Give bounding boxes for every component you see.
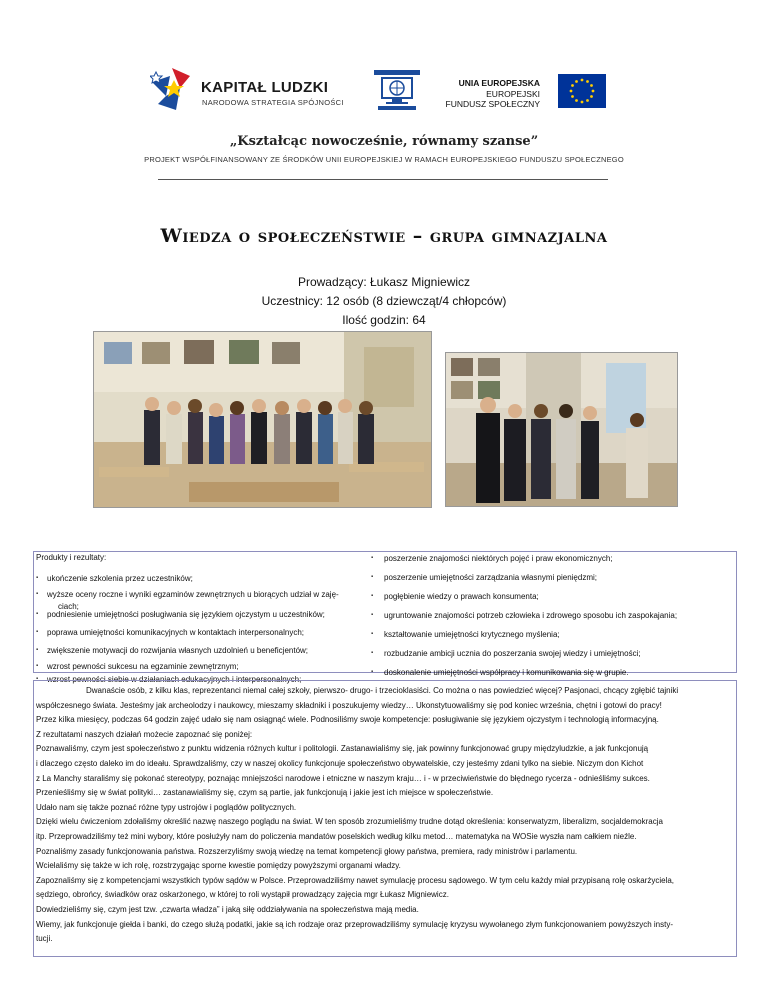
description-line: Z rezultatami naszych działań możecie zapoznać się poniżej:	[36, 729, 253, 739]
result-right-bullet: ▪	[371, 593, 374, 599]
result-right-bullet: ▪	[371, 650, 374, 656]
description-line: Udało nam się także poznać różne typy ustrojów i poglądów politycznych.	[36, 802, 297, 812]
eu-line-2: EUROPEJSKI	[486, 88, 540, 99]
description-line: itp. Przeprowadziliśmy też mini wybory, które posłużyły nam do policzenia mandatów poselskich według kilku metod… matematyka na WOSie wyszła nam całkiem nieźle.	[36, 832, 637, 841]
result-right-item: poszerzenie umiejętności zarządzania własnymi pieniędzmi;	[384, 573, 597, 582]
result-left-bullet: ▪	[36, 611, 39, 617]
teacher-line: Prowadzący: Łukasz Migniewicz	[297, 275, 471, 289]
result-left-bullet: ▪	[36, 591, 39, 597]
kapital-ludzki-subtitle: NARODOWA STRATEGIA SPÓJNOŚCI	[202, 98, 344, 107]
products-heading: Produkty i rezultaty:	[36, 553, 107, 562]
description-line: Dzięki wielu ćwiczeniom zdołaliśmy określić nazwę naszego poglądu na świat. W ten sposób zrozumieliśmy trudne dotąd określenia: konserwatyzm, liberalizm, socjaldemokracja	[36, 817, 663, 827]
result-left-bullet: ▪	[36, 676, 39, 682]
header-divider	[158, 179, 608, 180]
result-right-bullet: ▪	[371, 574, 374, 580]
description-line: tucji.	[36, 934, 53, 944]
description-line: współczesnego świata. Jesteśmy jak archeolodzy i naukowcy, mieszamy składniki i poszukujemy wiedzy… Ukonstytuowaliśmy się pod koniec września, chętni i gotowi do pracy!	[36, 700, 662, 710]
result-left-item: podniesienie umiejętności posługiwania się językiem ojczystym u uczestników;	[47, 610, 325, 619]
result-left-item: wzrost pewności sukcesu na egzaminie zewnętrznym;	[47, 662, 239, 671]
kapital-ludzki-logo-icon	[150, 66, 192, 110]
motto: „Kształcąc nowocześnie, równamy szanse”	[229, 134, 539, 149]
result-right-item: kształtowanie umiejętności krytycznego myślenia;	[384, 630, 560, 639]
result-right-item: pogłębienie wiedzy o prawach konsumenta;	[384, 592, 539, 601]
result-left-item: wyższe oceny roczne i wyniki egzaminów zewnętrznych u biorących udział w zaję-	[47, 590, 339, 599]
result-left-item: ukończenie szkolenia przez uczestników;	[47, 574, 193, 583]
participants-line: Uczestnicy: 12 osób (8 dziewcząt/4 chłopców)	[261, 294, 507, 308]
description-line: Zapoznaliśmy się z kompetencjami wszystkich typów sądów w Polsce. Przeprowadziliśmy nawet symulację procesu sądowego. W tym celu każdy miał przypisaną rolę oskarżyciela,	[36, 875, 675, 885]
group-photo	[93, 331, 432, 508]
description-line: i dlaczego często daleko im do ideału. Sprawdzaliśmy, czy w naszej okolicy funkcjonuje społeczeństwo obywatelskie, czy jesteśmy zdani tylko na siebie. Niczym don Kichot	[36, 759, 644, 768]
project-line: PROJEKT WSPÓŁFINANSOWANY ZE ŚRODKÓW UNII EUROPEJSKIEJ W RAMACH EUROPEJSKIEGO FUNDUSZU SPOŁECZNEGO	[144, 155, 624, 164]
eu-flag-icon	[558, 74, 606, 108]
result-left-bullet: ▪	[36, 647, 39, 653]
description-line: Poznawaliśmy, czym jest społeczeństwo z punktu widzenia różnych kultur i politologii. Zastanawialiśmy się, jak powinny funkcjonować grupy międzyludzkie, a jak funkcjonują	[36, 744, 649, 754]
result-left-item: zwiększenie motywacji do rozwijania własnych uzdolnień u beneficjentów;	[47, 646, 309, 655]
result-right-item: doskonalenie umiejętności współpracy i komunikowania się w grupie.	[384, 668, 629, 677]
description-line: Wcielaliśmy się także w ich rolę, rozstrzygając sporne kwestie pomiędzy powyższymi organami władzy.	[36, 861, 401, 871]
description-line: Poznaliśmy zasady funkcjonowania państwa. Rozszerzyliśmy swoją wiedzę na temat kompetencji głowy państwa, premiera, rady ministrów i parlamentu.	[36, 846, 578, 856]
page-title: Wiedza o społeczeństwie – grupa gimnazjalna	[160, 225, 608, 247]
eu-line-1: UNIA EUROPEJSKA	[458, 78, 540, 88]
result-left-bullet: ▪	[36, 629, 39, 635]
result-right-item: rozbudzanie ambicji ucznia do poszerzania swojej wiedzy i umiejętności;	[384, 649, 641, 658]
result-left-item: poprawa umiejętności komunikacyjnych w kontaktach interpersonalnych;	[47, 628, 305, 637]
result-left-item: ciach;	[58, 602, 79, 611]
description-line: Dowiedzieliśmy się, czym jest tzw. „czwarta władza” i jaką siłę oddziaływania na społeczeństwa mają media.	[36, 905, 419, 914]
description-line: sędziego, obrońcy, świadków oraz oskarżonego, w której to roli wystąpił prowadzący zajęcia mgr Łukasz Migniewicz.	[36, 890, 449, 900]
result-right-item: ugruntowanie znajomości potrzeb człowieka i zdrowego sposobu ich zaspokajania;	[384, 611, 678, 620]
result-right-bullet: ▪	[371, 631, 374, 637]
result-left-bullet: ▪	[36, 575, 39, 581]
result-left-bullet: ▪	[36, 663, 39, 669]
hours-line: Ilość godzin: 64	[342, 313, 426, 327]
description-line: z La Manchy staraliśmy się pokonać stereotypy, poznając mniejszości narodowe i etniczne w naszym kraju… i - w przeciwieństwie do błędnego rycerza - odnieśliśmy sukces.	[36, 773, 650, 783]
eu-line-3: FUNDUSZ SPOŁECZNY	[445, 99, 540, 109]
court-simulation-photo	[445, 352, 678, 507]
result-right-bullet: ▪	[371, 612, 374, 618]
result-left-item: wzrost pewności siebie w działaniach edukacyjnych i interpersonalnych;	[47, 675, 302, 684]
school-monitor-logo-icon	[374, 70, 420, 110]
result-right-bullet: ▪	[371, 669, 374, 675]
description-line: Dwanaście osób, z kilku klas, reprezentanci niemal całej szkoły, pierwszo- drugo- i trzecioklasiści. Co można o nas powiedzieć więcej? Pasjonaci, chcący zgłębić tajniki	[86, 686, 679, 695]
result-right-bullet: ▪	[371, 555, 374, 561]
description-line: Wiemy, jak funkcjonuje giełda i banki, do czego służą podatki, jakie są ich rodzaje oraz przeprowadziliśmy symulację kryzysu wywołanego złym funkcjonowaniem powyższych insty-	[36, 919, 674, 929]
description-line: Przenieśliśmy się w świat polityki… zastanawialiśmy się, czym są partie, jak funkcjonują i jakie jest ich miejsce w społeczeństwie.	[36, 788, 494, 798]
description-line: Przez kilka miesięcy, podczas 64 godzin zajęć udało się nam osiągnąć wiele. Podnosiliśmy swoje kompetencje: posługiwanie się językiem ojczystym i technologią informacyjną.	[36, 715, 659, 725]
kapital-ludzki-title: KAPITAŁ LUDZKI	[201, 79, 329, 96]
result-right-item: poszerzenie znajomości niektórych pojęć i praw ekonomicznych;	[384, 554, 613, 563]
eu-text	[440, 78, 540, 110]
